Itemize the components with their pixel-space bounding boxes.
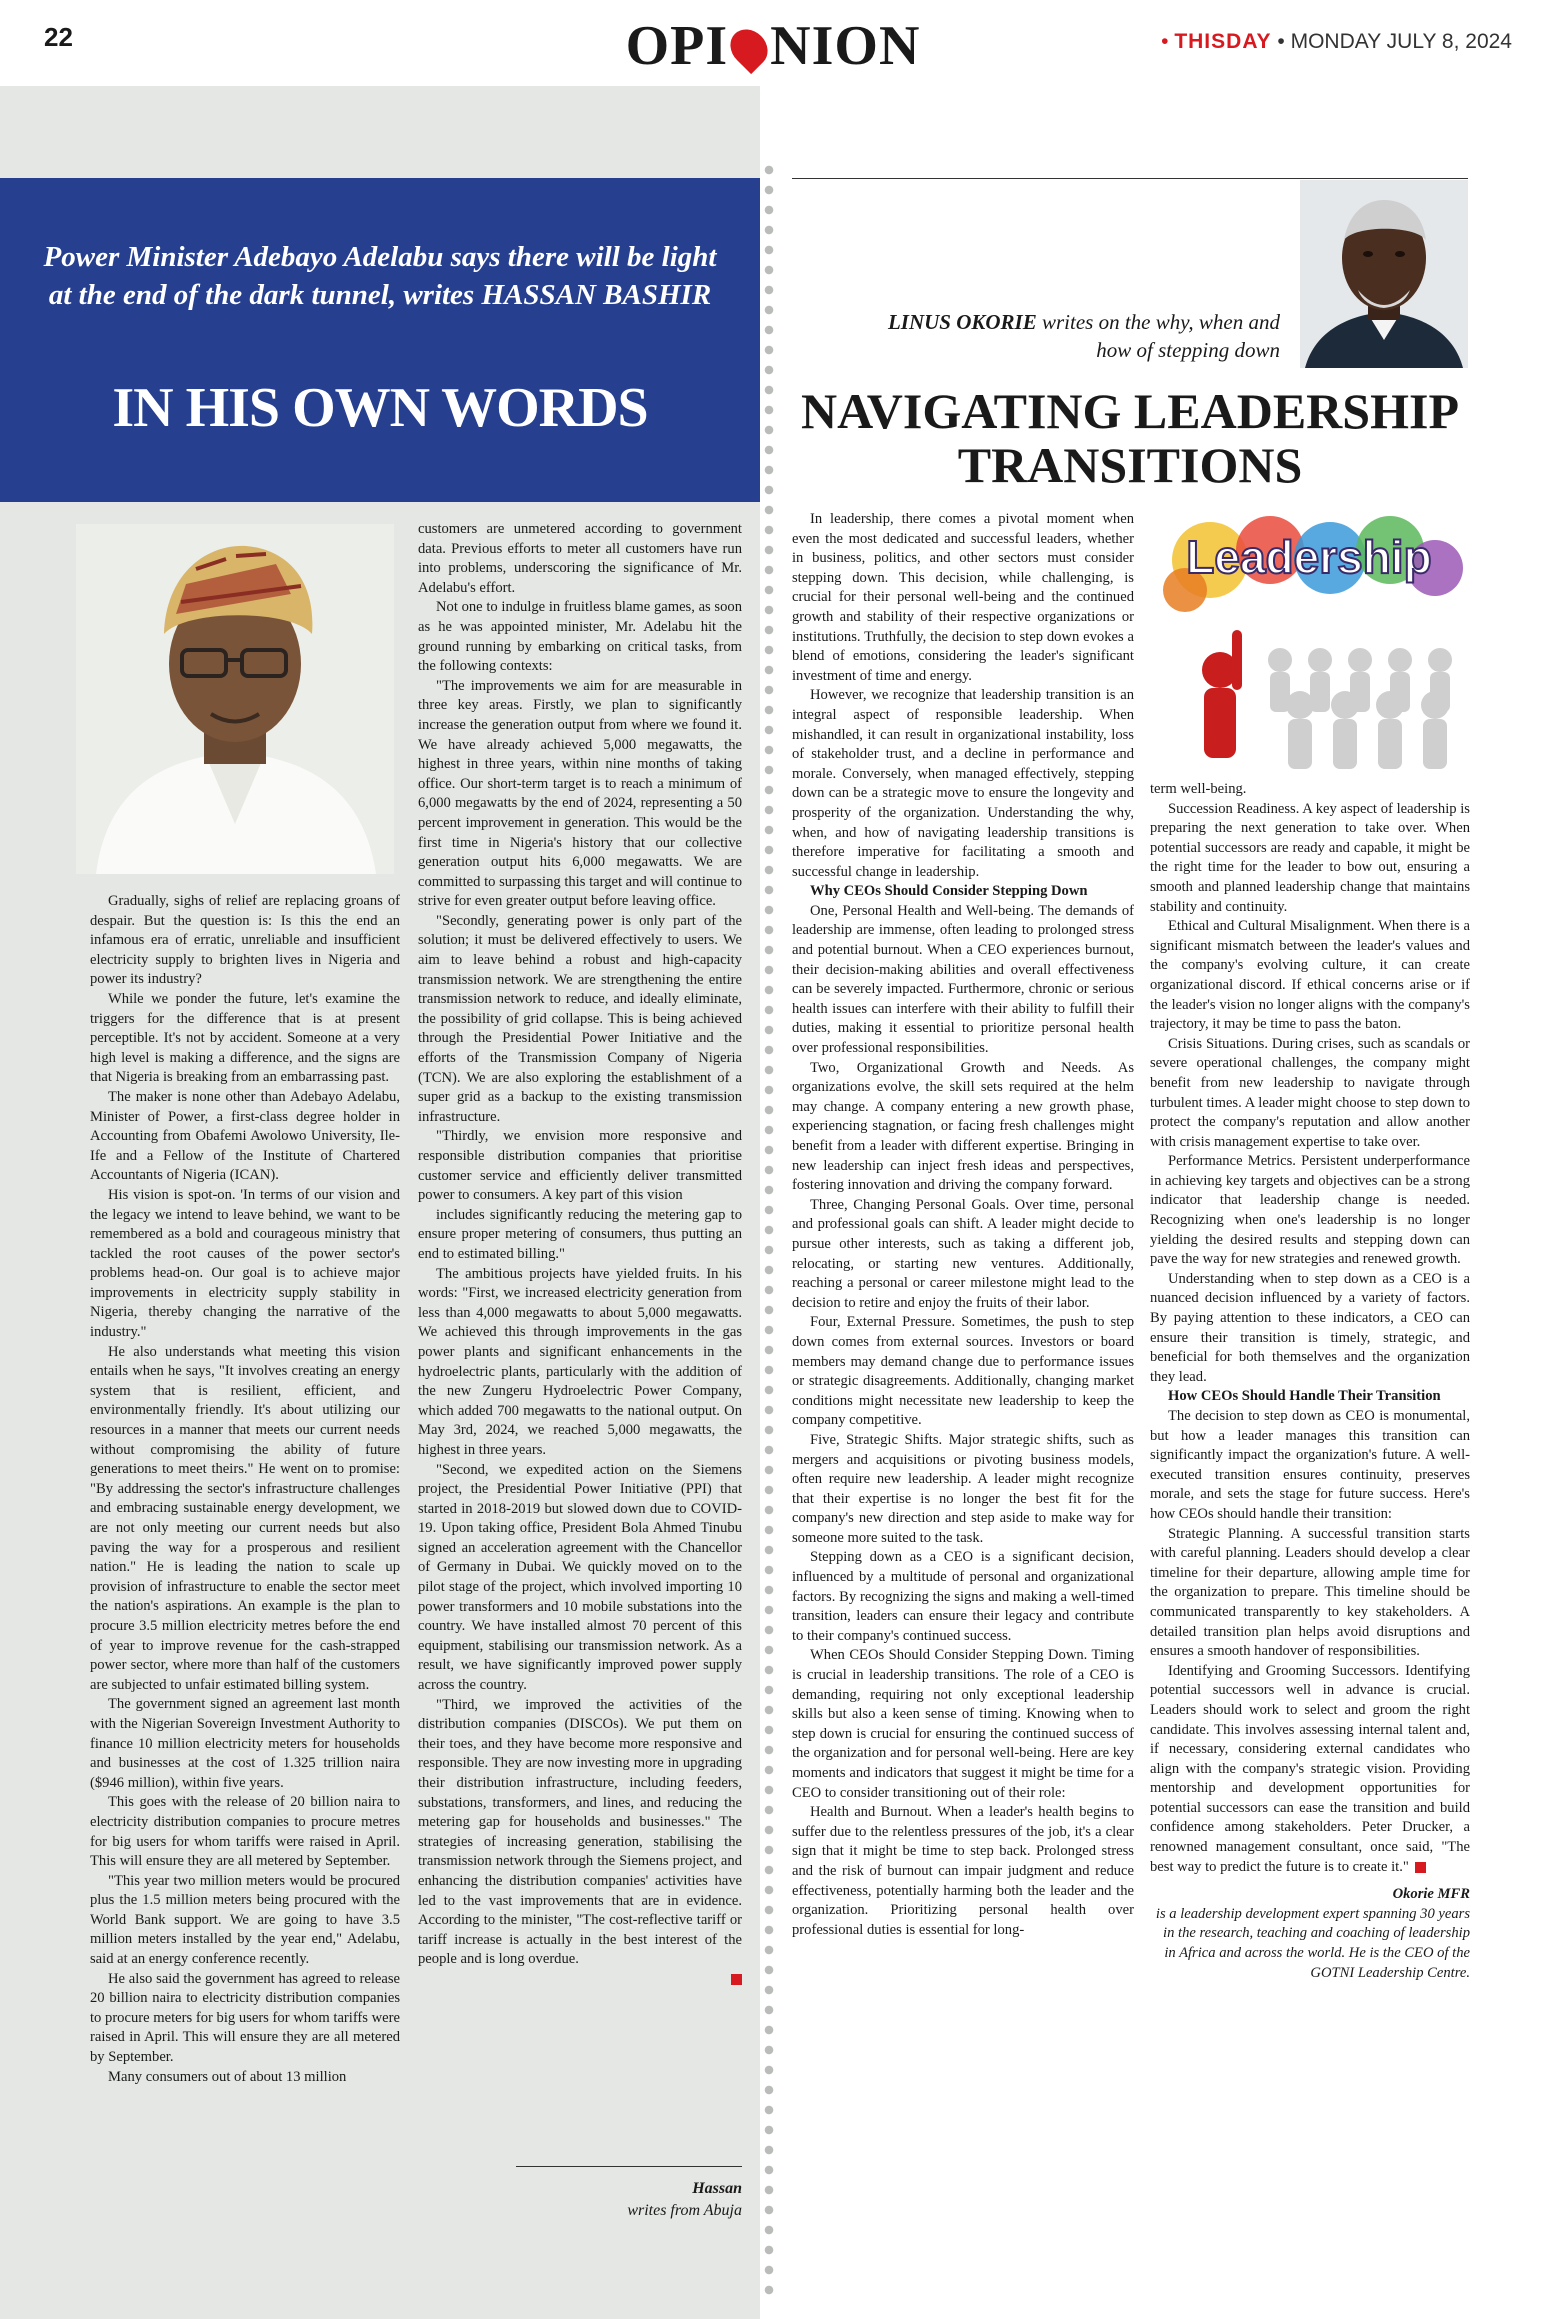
paragraph: Many consumers out of about 13 million (108, 2068, 347, 2085)
subheading: Why CEOs Should Consider Stepping Down (810, 883, 1088, 900)
paragraph: Three, Changing Personal Goals. Over time, personal and professional goals can shift. A leader might decide to pursue other interests, such as taking a different job, relocating, or starting new ventures. Additionally, reaching a personal or career milestone might lead to the decision to retire and enjoy the fruits of their labor. (792, 1196, 1134, 1311)
byline-name: Hassan (692, 2180, 742, 2197)
byline-location: writes from Abuja (627, 2202, 742, 2219)
right-article-column-1 (792, 510, 1134, 1940)
masthead-date: MONDAY JULY 8, 2024 (1290, 30, 1512, 53)
paragraph (1150, 1662, 1470, 1878)
end-of-article-icon (1415, 1862, 1426, 1873)
paragraph: Strategic Planning. A successful transition starts with careful planning. Leaders should develop a clear timeline for their departure, allowing ample time for the organization to prepare. This timeline should be communicated transparently to key stakeholders. A detailed transition plan helps avoid disruptions and ensures a smooth handover of responsibilities. (1150, 1525, 1470, 1660)
paragraph: The ambitious projects have yielded fruits. In his words: "First, we increased electricity generation from less than 4,000 megawatts to about 5,000 megawatts. We achieved this through improvements in the gas power plants and significant enhancements in the hydroelectric plants, particularly with the addition of the new Zungeru Hydroelectric Power Company, which added 700 megawatts to the national output. On May 3rd, 2024, we reached 5,000 megawatts, the highest in three years. (418, 1265, 742, 1458)
paragraph: Gradually, sighs of relief are replacing groans of despair. But the question is: Is this the end an infamous era of erratic, unreliable and insufficient electricity supply to brighten lives in Nigeria and power its industry? (90, 893, 400, 988)
paragraph: Understanding when to step down as a CEO is a nuanced decision influenced by a variety of factors. By paying attention to these indicators, a CEO can ensure their transition is timely, strategic, and beneficial for both themselves and the organization they lead. (1150, 1270, 1470, 1385)
right-article-rule (792, 178, 1468, 179)
paragraph: One, Personal Health and Well-being. The demands of leadership are immense, often leading to prolonged stress and potential burnout. When a CEO experiences burnout, their decision-making abilities and overall effectiveness can be severely impacted. Furthermore, chronic or serious health issues can interfere with their ability to fulfill their duties, making it essential to prioritize personal health over professional responsibilities. (792, 902, 1134, 1057)
paragraph: He also understands what meeting this vision entails when he says, "It involves creating an energy system that is resilient, efficient, and environmentally friendly. It's about utilizing our resources in a manner that meets our current needs without compromising the ability of future generations to meet theirs." He went on to promise: "By addressing the sector's infrastructure challenges and embracing sustainable energy development, we are not only meeting our current needs but also paving the way for a prosperous and resilient nation." He is leading the nation to scale up provision of infrastructure to enable the sector meet the nation's aspirations. An example is the plan to procure 3.5 million electricity metres before the end of year to improve revenue for the cash-strapped power sector, where more than half of the customers are subjected to unfair estimated billing system. (90, 1343, 400, 1693)
paragraph: The maker is none other than Adebayo Adelabu, Minister of Power, a first-class degree holder in Accounting from Obafemi Awolowo University, Ile-Ife and a Fellow of the Institute of Chartered Accountants of Nigeria (ICAN). (90, 1088, 400, 1184)
bullet-icon: • (1277, 30, 1285, 53)
paragraph: However, we recognize that leadership transition is an integral aspect of responsible leadership. When mishandled, it can result in organizational instability, loss of stakeholder trust, and a decline in performance and morale. Conversely, when managed effectively, stepping down can be a strategic move to ensure the longevity and prosperity of the organization. Understanding the why, when, and how of navigating leadership transitions is therefore imperative for facilitating a smooth and successful change in leadership. (792, 687, 1134, 880)
paragraph: term well-being. (1150, 781, 1247, 797)
left-article-kicker: Power Minister Adebayo Adelabu says there will be light at the end of the dark tunnel, writes HASSAN BASHIR (43, 241, 717, 311)
author-bio: is a leadership development expert spanning 30 years in the research, teaching and coaching of leadership in Africa and across the world. He is the CEO of the GOTNI Leadership Centre. (1155, 1905, 1470, 1981)
section-title-pre: OPI (625, 15, 729, 77)
paragraph: While we ponder the future, let's examine the triggers for the difference that is at present perceptible. It's not by accident. Someone at a very high level is making a difference, and the signs are that Nigeria is breaking from an embarrassing past. (90, 990, 400, 1086)
masthead-brand: THISDAY (1174, 30, 1272, 53)
paragraph: He also said the government has agreed to release 20 billion naira to electricity distribution companies to procure meters for big users for whom tariffs were raised in April. This will ensure they are all metered by September. (90, 1970, 400, 2066)
paragraph: Performance Metrics. Persistent underperformance in achieving key targets and objectives can be a strong indicator that leadership change is needed. Recognizing when one's leadership is no longer yielding the desired results and stepping down can pave the way for new strategies and renewed growth. (1150, 1153, 1470, 1268)
paragraph: "Second, we expedited action on the Siemens project, the Presidential Power Initiative (PPI) that started in 2018-2019 but slowed down due to COVID-19. Upon taking office, President Bola Ahmed Tinubu signed an acceleration agreement with the Chancellor of Germany in Dubai. We quickly moved on to the pilot stage of the project, which involved importing 10 power transformers and 10 mobile substations into the country. We have installed almost 70 percent of this equipment, stabilising our transmission network. As a result, we have significantly improved power supply across the country. (418, 1461, 742, 1694)
masthead (1161, 30, 1512, 54)
paragraph: The decision to step down as CEO is monumental, but how a leader manages this transition can significantly impact the organization's future. A well-executed transition ensures continuity, preserves morale, and sets the stage for future success. Here's how CEOs should handle their transition: (1150, 1408, 1470, 1522)
headline-line-1: NAVIGATING LEADERSHIP (800, 383, 1459, 439)
paragraph: His vision is spot-on. 'In terms of our vision and the legacy we intend to leave behind, we want to be remembered as a bold and courageous ministry that tackled the root causes of the power sector's problems head-on. Our goal is to achieve major improvements in electricity supply stability in Nigeria, thereby changing the narrative of the industry." (90, 1186, 400, 1341)
leadership-image-word: Leadership (1186, 531, 1432, 583)
paragraph: includes significantly reducing the metering gap to ensure proper metering of consumers, thus putting an end to estimated billing." (418, 1206, 742, 1262)
paragraph: Succession Readiness. A key aspect of leadership is preparing the next generation to take over. When potential successors are ready and capable, it might be the right time for the leader to bow out, ensuring a smooth and planned leadership change that maintains stability and continuity. (1150, 800, 1470, 915)
portrait-illustration (76, 524, 394, 874)
portrait-illustration (1300, 180, 1468, 368)
leadership-illustration (1150, 510, 1468, 772)
paragraph: Not one to indulge in fruitless blame games, as soon as he was appointed minister, Mr. Adelabu hit the ground running by embarking on critical tasks, from the following contexts: (418, 599, 742, 675)
paragraph: When CEOs Should Consider Stepping Down. Timing is crucial in leadership transitions. The role of a CEO is demanding, requiring not only exceptional leadership skills but also a keen sense of timing. Knowing when to step down is crucial for ensuring the continued success of the organization and for personal well-being. Here are key moments and indicators that suggest it might be time for a CEO to consider transitioning out of their role: (792, 1647, 1134, 1801)
paragraph: The government signed an agreement last month with the Nigerian Sovereign Investment Authority to finance 10 million electricity meters for households and businesses at the cost of 1.325 trillion naira ($946 million), within five years. (90, 1696, 400, 1791)
paragraph: "Thirdly, we envision more responsive and responsible distribution companies that prioritise customer service and efficiently deliver transmitted power to consumers. A key part of this vision (418, 1128, 742, 1204)
column-divider (762, 160, 776, 2300)
paragraph: customers are unmetered according to government data. Previous efforts to meter all customers have run into problems, underscoring the significance of Mr. Adelabu's effort. (418, 521, 742, 596)
left-article-column-1 (90, 892, 400, 2087)
paragraph: "This year two million meters would be procured plus the 1.5 million meters being procured with the World Bank support. We are going to have 3.5 million meters installed by the year end," Adelabu, said at an energy conference recently. (90, 1872, 400, 1968)
paragraph: "Third, we improved the activities of the distribution companies (DISCOs). We put them on their toes, and they have become more responsive and responsible. They are now investing more in upgrading their distribution infrastructure, including feeders, substations, transformers, and lines, and reducing the metering gap for households and businesses." The strategies of increasing generation, stabilising the transmission network through the Siemens project, and enhancing the distribution companies' activities have led to the vast improvements that are in evidence. According to the minister, "The cost-reflective tariff or tariff increase is actually in the best interest of the people and is long overdue. (418, 1696, 742, 1968)
right-article-column-2 (1150, 780, 1470, 1983)
author-photo (1300, 180, 1468, 368)
byline-rule (516, 2166, 742, 2167)
minister-photo (76, 524, 394, 874)
author-signature: Okorie MFR (1392, 1886, 1470, 1903)
paragraph: Five, Strategic Shifts. Major strategic shifts, such as mergers and acquisitions or pivoting business models, often require new leadership. A leader might recognize that their expertise is no longer the best fit for the company's new direction and step aside to make way for someone more suited to the task. (792, 1431, 1134, 1546)
page-number: 22 (44, 22, 73, 52)
subheading: How CEOs Should Handle Their Transition (1168, 1388, 1441, 1405)
right-article-headline (792, 384, 1468, 492)
end-of-article-icon (731, 1974, 742, 1985)
paragraph: Two, Organizational Growth and Needs. As organizations evolve, the skill sets required at the helm may change. A company entering a new growth phase, experiencing stagnation, or facing fresh challenges might benefit from a leader with different expertise. Bringing in new leadership can inject fresh ideas and perspectives, fostering innovation and driving the company forward. (792, 1059, 1134, 1194)
paragraph: Health and Burnout. When a leader's health begins to suffer due to the relentless pressures of the job, it's a clear sign that it might be time to step back. Prolonged stress and the risk of burnout can impair judgment and reduce effectiveness, potentially harming both the leader and the organization. Prioritizing personal health over professional duties is essential for long- (792, 1804, 1134, 1938)
kicker-text: writes on the why, when and how of stepping down (1036, 310, 1280, 362)
kicker-author: LINUS OKORIE (887, 310, 1037, 334)
right-article-kicker (880, 308, 1280, 364)
section-title-post: NION (770, 15, 921, 77)
left-article-headline: IN HIS OWN WORDS (112, 377, 648, 439)
paragraph: Ethical and Cultural Misalignment. When there is a significant mismatch between the leader's values and the company's evolving culture, it can create organizational discord. If ethical concerns arise or if the leader's vision no longer aligns with the company's trajectory, it may be time to pass the baton. (1150, 918, 1470, 1033)
paragraph: "Secondly, generating power is only part of the solution; it must be delivered effectively to users. We aim to leave behind a robust and high-capacity transmission network. We are strengthening the entire transmission network to reduce, and ideally eliminate, the possibility of grid collapse. This is being achieved through the Presidential Power Initiative and the efforts of the Transmission Company of Nigeria (TCN). We are also exploring the establishment of a super grid as a backup to the existing transmission infrastructure. (418, 912, 742, 1125)
paragraph: Crisis Situations. During crises, such as scandals or severe operational challenges, the company might benefit from new leadership to navigate through turbulent times. A leader might choose to step down to protect the company's reputation and allow another with crisis management expertise to take over. (1150, 1035, 1470, 1150)
paragraph: Stepping down as a CEO is a significant decision, influenced by a multitude of personal and organizational factors. By recognizing the signs and making a well-timed transition, leaders can ensure their legacy and contribute to their company's continued success. (792, 1549, 1134, 1644)
paragraph: Four, External Pressure. Sometimes, the push to step down comes from external sources. Investors or board members may demand change due to performance issues or strategic disagreements. Additionally, changing market conditions might necessitate new leadership to keep the company competitive. (792, 1314, 1134, 1429)
paragraph: This goes with the release of 20 billion naira to electricity distribution companies to procure metres for big users for whom tariffs were raised in April. This will ensure they are all metered by September. (90, 1794, 400, 1870)
left-article-banner (0, 178, 760, 502)
paragraph-text: Identifying and Grooming Successors. Identifying potential successors well in advance is crucial. Leaders should work to select and groom the right candidate. This involves assessing internal talent and, if necessary, considering external candidates who align with the company's strategic vision. Providing mentorship and development opportunities for potential successors can ease the transition and build confidence among stakeholders. Peter Drucker, a renowned management consultant, once said, "The best way to predict the future is to create it." (1150, 1662, 1470, 1875)
paragraph: "The improvements we aim for are measurable in three key areas. Firstly, we plan to significantly increase the generation output from where we found it. We have already achieved 5,000 megawatts, the highest in three years, within nine months of taking office. Our short-term target is to reach a minimum of 6,000 megawatts by the end of 2024, representing a 50 percent improvement in generation. This would be the first time in Nigeria's history that our collective generation output hits 6,000 megawatts. We are committed to surpassing this target and will continue to strive for even greater output before leaving office. (418, 677, 742, 910)
paragraph: In leadership, there comes a pivotal moment when even the most dedicated and successful leaders, whether in business, politics, and other sectors must consider stepping down. This decision, while challenging, is crucial for their personal well-being and the continued growth and stability of their respective organizations or institutions. Truthfully, the decision to step down evokes a blend of emotions, considering the leader's significant investment of time and energy. (792, 511, 1134, 684)
bullet-icon: • (1161, 30, 1169, 53)
headline-line-2: TRANSITIONS (957, 437, 1303, 493)
left-article-column-2 (418, 520, 742, 1985)
page-header (0, 0, 1546, 86)
left-article-byline (627, 2178, 742, 2222)
map-pin-icon (723, 22, 775, 74)
